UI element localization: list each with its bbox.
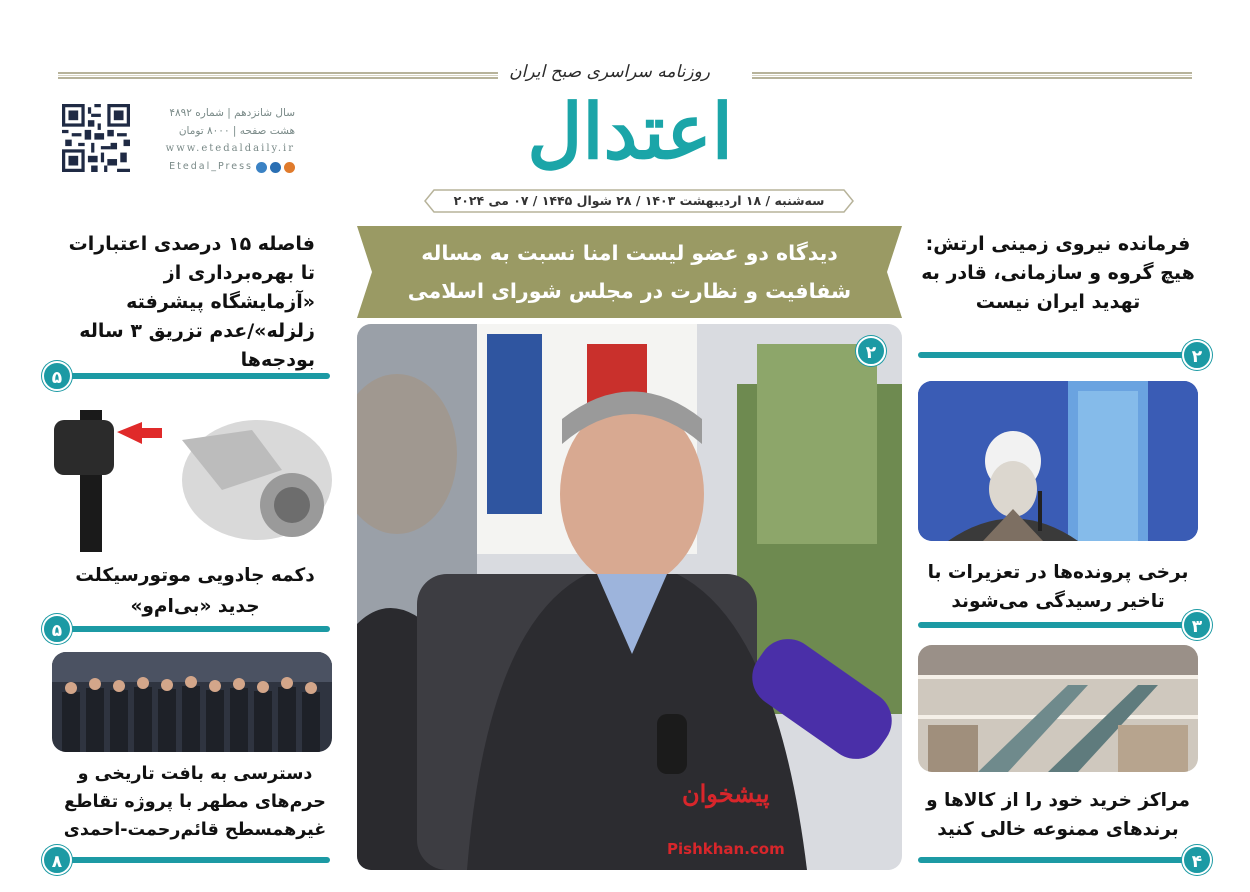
social-handle-row[interactable] (140, 158, 295, 176)
page-bar-left-2 (62, 626, 330, 632)
photo-bmw-motorcycle[interactable] (52, 400, 332, 552)
lead-page-number[interactable]: ۲ (856, 336, 886, 366)
issue-date: سه‌شنبه / ۱۸ اردیبهشت ۱۴۰۳ / ۲۸ شوال ۱۴۴۵ / ۰۷ می ۲۰۲۴ (453, 193, 825, 208)
photo-officials-group[interactable] (52, 652, 332, 752)
masthead-rule-right (752, 72, 1192, 79)
page-number-left-3[interactable]: ۸ (42, 845, 72, 875)
lead-banner[interactable] (357, 226, 902, 318)
headline-army-commander[interactable]: فرمانده نیروی زمینی ارتش: هیچ گروه و سازمانی، قادر به تهدید ایران نیست (921, 233, 1195, 313)
page-number-left-2[interactable]: ۵ (42, 614, 72, 644)
instagram-icon (284, 162, 295, 173)
page-bar-left-1 (62, 373, 330, 379)
date-bar (424, 189, 854, 213)
masthead-subtitle: روزنامه سراسری صبح ایران (509, 62, 710, 82)
headline-tazirat-cases[interactable]: برخی پرونده‌ها در تعزیرات با تاخیر رسیدگی می‌شوند (927, 562, 1189, 612)
page-bar-right-3 (918, 857, 1188, 863)
headline-bmw-button[interactable]: دکمه جادویی موتورسیکلت جدید «بی‌ام‌و» (75, 565, 315, 617)
page-number-right-2[interactable]: ۳ (1182, 610, 1212, 640)
headline-qaem-rahmat-junction[interactable]: دسترسی به بافت تاریخی و حرم‌های مطهر با پروژه تقاطع غیرهمسطح قائم‌رحمت-احمدی (63, 764, 327, 840)
headline-earthquake-lab[interactable]: فاصله ۱۵ درصدی اعتبارات تا بهره‌برداری از «آزمایشگاه پیشرفته زلزله»/عدم تزریق ۳ ساله بودجه‌ها (68, 233, 315, 371)
logo-text: اعتدال (527, 87, 733, 176)
qr-code[interactable] (62, 104, 130, 172)
social-handle: Etedal_Press (169, 161, 253, 172)
lead-headline: دیدگاه دو عضو لیست امنا نسبت به مساله شفافیت و نظارت در مجلس شورای اسلامی (407, 241, 852, 303)
masthead-rule-left (58, 72, 498, 79)
issue-year-number: سال شانزدهم | شماره ۴۸۹۲ (169, 107, 295, 119)
watermark-logo: پیشخوان (682, 779, 770, 808)
issue-info (140, 104, 295, 176)
page-bar-right-1 (918, 352, 1188, 358)
watermark-url: Pishkhan.com (667, 840, 785, 858)
page-number-left-1[interactable]: ۵ (42, 361, 72, 391)
logo-wordmark (480, 78, 780, 183)
masthead-logo[interactable] (480, 58, 780, 183)
photo-lead-interview[interactable] (357, 324, 902, 870)
page-number-right-3[interactable]: ۴ (1182, 845, 1212, 875)
issue-pages-price: هشت صفحه | ۸۰۰۰ تومان (178, 125, 295, 137)
page-bar-right-2 (918, 622, 1188, 628)
photo-shopping-mall[interactable] (918, 645, 1198, 772)
page-bar-left-3 (62, 857, 330, 863)
page-number-right-1[interactable]: ۲ (1182, 340, 1212, 370)
photo-judiciary-chief[interactable] (918, 381, 1198, 541)
headline-shopping-centers[interactable]: مراکز خرید خود را از کالاها و برندهای ممنوعه خالی کنید (926, 790, 1190, 840)
eitaa-icon (270, 162, 281, 173)
telegram-icon (256, 162, 267, 173)
website-link[interactable]: www.etedaldaily.ir (165, 143, 295, 154)
